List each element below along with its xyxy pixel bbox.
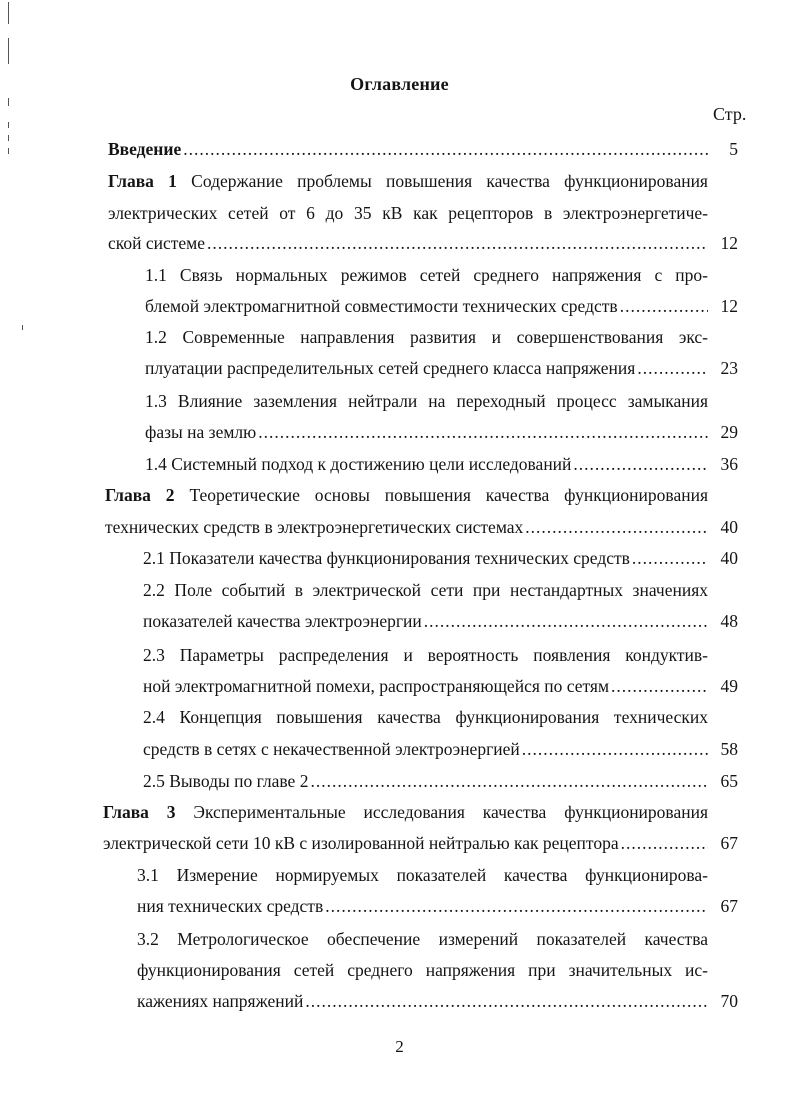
leader-dots bbox=[305, 986, 708, 1016]
toc-entry-chapter-1-line-2 bbox=[108, 198, 708, 228]
toc-page-number: 12 bbox=[720, 296, 738, 316]
toc-page-number: 29 bbox=[720, 422, 738, 442]
toc-entry-section-2-2-line-1[interactable] bbox=[143, 575, 708, 605]
toc-entry-text: 1.3 Влияние заземления нейтрали на переходный процесс замыкания bbox=[145, 391, 708, 411]
toc-page-number: 5 bbox=[729, 139, 738, 159]
toc-entry-text: электрической сети 10 кВ с изолированной нейтралью как рецептора bbox=[103, 833, 619, 853]
toc-entry-chapter-3-line-2[interactable] bbox=[103, 828, 738, 858]
leader-dots bbox=[207, 228, 708, 258]
toc-entry-text: блемой электромагнитной совместимости технических средств bbox=[145, 296, 618, 316]
leader-dots bbox=[325, 891, 708, 921]
toc-entry-text: фазы на землю bbox=[145, 422, 257, 442]
toc-entry-text: средств в сетях с некачественной электроэнергией bbox=[143, 739, 520, 759]
toc-entry-text: 2.2 Поле событий в электрической сети при нестандартных значениях bbox=[143, 580, 708, 600]
toc-entry-section-2-4-line-2[interactable] bbox=[143, 734, 738, 764]
toc-entry-text: 2.3 Параметры распределения и вероятность появления кондуктив- bbox=[143, 645, 708, 665]
toc-page-number: 65 bbox=[720, 771, 738, 791]
leader-dots bbox=[611, 671, 708, 701]
toc-page-number: 40 bbox=[720, 517, 738, 537]
toc-page-number: 12 bbox=[720, 233, 738, 253]
toc-entry-text: Экспериментальные исследования качества функционирования bbox=[175, 802, 708, 822]
toc-entry-text: показателей качества электроэнергии bbox=[143, 611, 422, 631]
leader-dots bbox=[310, 766, 708, 796]
toc-page-number: 67 bbox=[720, 896, 738, 916]
toc-entry-section-2-5[interactable] bbox=[143, 766, 738, 796]
toc-page-number: 70 bbox=[720, 991, 738, 1011]
leader-dots bbox=[183, 134, 708, 164]
toc-page-number: 58 bbox=[720, 739, 738, 759]
toc-entry-section-3-2-line-2 bbox=[137, 955, 708, 985]
leader-dots bbox=[637, 353, 708, 383]
leader-dots bbox=[620, 291, 708, 321]
toc-entry-section-2-4-line-1[interactable] bbox=[143, 702, 708, 732]
toc-page-number: 23 bbox=[720, 358, 738, 378]
toc-page-number: 67 bbox=[720, 833, 738, 853]
scan-margin-marks bbox=[8, 0, 22, 400]
toc-entry-section-3-2-line-3[interactable] bbox=[137, 986, 738, 1016]
toc-entry-text: технических средств в электроэнергетических системах bbox=[105, 517, 524, 537]
toc-entry-text: Теоретические основы повышения качества функционирования bbox=[174, 485, 708, 505]
toc-entry-chapter-1-line-1[interactable] bbox=[108, 166, 708, 196]
toc-entry-section-1-1-line-1[interactable] bbox=[145, 260, 708, 290]
toc-entry-chapter-1-line-3[interactable] bbox=[108, 228, 738, 258]
toc-entry-section-3-1-line-2[interactable] bbox=[137, 891, 738, 921]
toc-entry-text: 1.2 Современные направления развития и совершенствования экс- bbox=[145, 327, 708, 347]
toc-entry-text: электрических сетей от 6 до 35 кВ как рецепторов в электроэнергетиче- bbox=[108, 203, 708, 223]
toc-entry-heading: Введение bbox=[108, 139, 182, 159]
toc-entry-text: 1.1 Связь нормальных режимов сетей среднего напряжения с про- bbox=[145, 265, 708, 285]
page-title: Оглавление bbox=[350, 74, 449, 94]
toc-entry-section-2-3-line-2[interactable] bbox=[143, 671, 738, 701]
toc-entry-section-2-2-line-2[interactable] bbox=[143, 606, 738, 636]
footer-page-number: 2 bbox=[395, 1037, 404, 1056]
toc-entry-section-1-3-line-2[interactable] bbox=[145, 417, 738, 447]
toc-entry-chapter-2-line-2[interactable] bbox=[105, 512, 738, 542]
toc-entry-text: функционирования сетей среднего напряжения при значительных ис- bbox=[137, 960, 708, 980]
toc-page-number: 48 bbox=[720, 611, 738, 631]
toc-entry-section-3-2-line-1[interactable] bbox=[137, 924, 708, 954]
toc-entry-introduction[interactable] bbox=[108, 134, 738, 164]
toc-entry-text: 2.1 Показатели качества функционирования технических средств bbox=[143, 548, 630, 568]
toc-entry-section-2-3-line-1[interactable] bbox=[143, 640, 708, 670]
toc-entry-section-1-1-line-2[interactable] bbox=[145, 291, 738, 321]
toc-entry-chapter-2-line-1[interactable] bbox=[105, 480, 708, 510]
toc-entry-text: плуатации распределительных сетей среднего класса напряжения bbox=[145, 358, 636, 378]
toc-entry-section-1-2-line-2[interactable] bbox=[145, 353, 738, 383]
toc-entry-text: 3.2 Метрологическое обеспечение измерений показателей качества bbox=[137, 929, 708, 949]
leader-dots bbox=[573, 449, 708, 479]
toc-entry-section-1-3-line-1[interactable] bbox=[145, 386, 708, 416]
leader-dots bbox=[621, 828, 708, 858]
toc-entry-section-3-1-line-1[interactable] bbox=[137, 860, 708, 890]
toc-entry-text: ной электромагнитной помехи, распространяющейся по сетям bbox=[143, 676, 610, 696]
toc-chapter-label: Глава 1 bbox=[108, 171, 177, 191]
leader-dots bbox=[424, 606, 708, 636]
toc-entry-section-1-2-line-1[interactable] bbox=[145, 322, 708, 352]
toc-page-number: 40 bbox=[720, 548, 738, 568]
toc-entry-text: Содержание проблемы повышения качества функционирования bbox=[176, 171, 708, 191]
toc-entry-section-2-1[interactable] bbox=[143, 543, 738, 573]
toc-entry-text: 2.5 Выводы по главе 2 bbox=[143, 771, 309, 791]
toc-chapter-label: Глава 3 bbox=[103, 802, 176, 822]
toc-page-number: 36 bbox=[720, 454, 738, 474]
toc-entry-text: 3.1 Измерение нормируемых показателей качества функционирова- bbox=[137, 865, 708, 885]
leader-dots bbox=[632, 543, 708, 573]
leader-dots bbox=[525, 512, 708, 542]
toc-entry-text: 1.4 Системный подход к достижению цели исследований bbox=[145, 454, 572, 474]
toc-entry-text: кажениях напряжений bbox=[137, 991, 304, 1011]
toc-entry-text: ния технических средств bbox=[137, 896, 324, 916]
leader-dots bbox=[522, 734, 708, 764]
toc-chapter-label: Глава 2 bbox=[105, 485, 175, 505]
toc-entry-section-1-4[interactable] bbox=[145, 449, 738, 479]
page-column-label: Стр. bbox=[713, 104, 747, 124]
toc-entry-chapter-3-line-1[interactable] bbox=[103, 797, 708, 827]
toc-page-number: 49 bbox=[720, 676, 738, 696]
toc-entry-text: 2.4 Концепция повышения качества функционирования технических bbox=[143, 707, 708, 727]
toc-entry-text: ской системе bbox=[108, 233, 206, 253]
leader-dots bbox=[258, 417, 708, 447]
